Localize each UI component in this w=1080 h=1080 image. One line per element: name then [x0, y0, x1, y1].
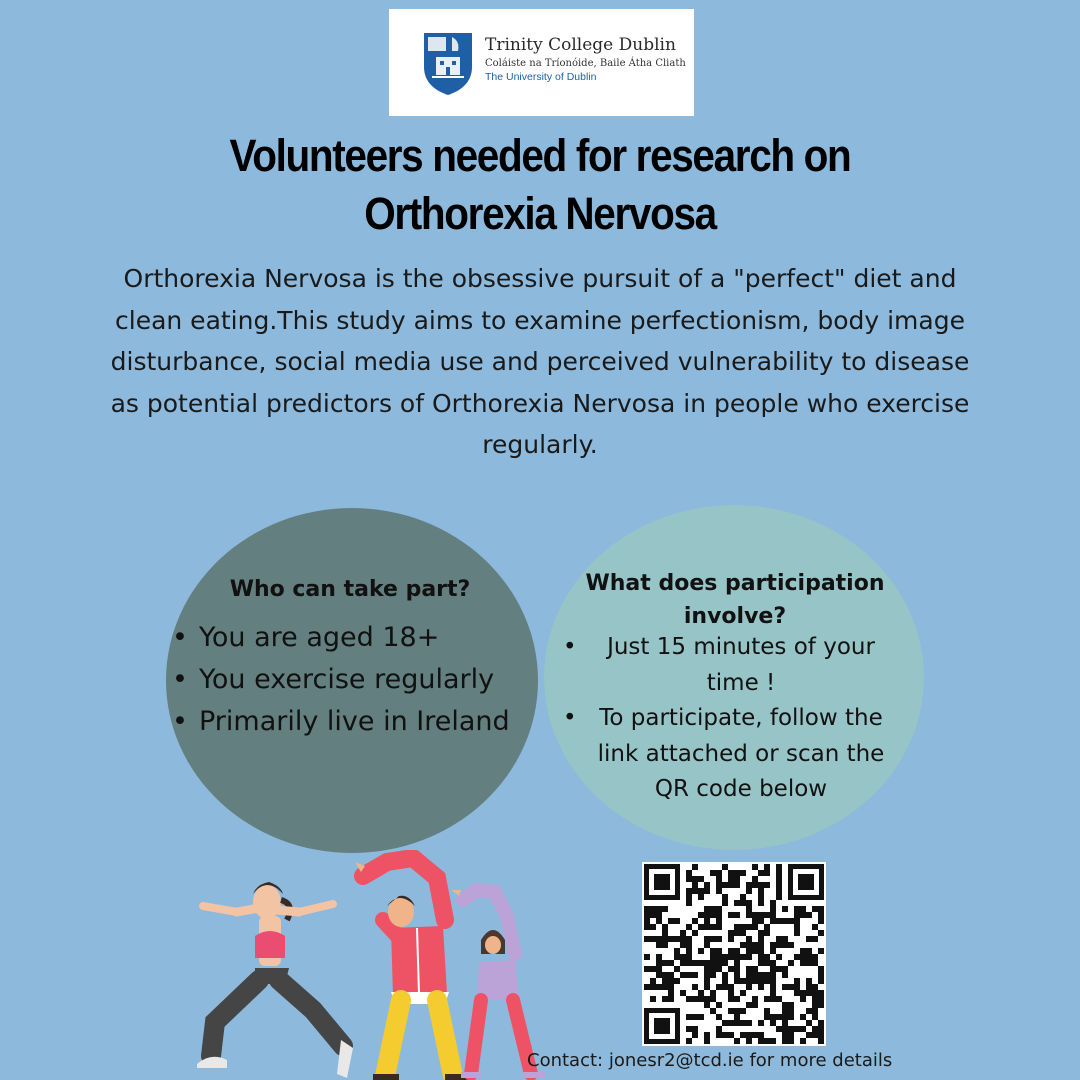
title-line-2: Orthorexia Nervosa [364, 188, 716, 239]
who-heading: Who can take part? [229, 577, 471, 602]
lunging-woman-figure [197, 882, 353, 1078]
what-list [563, 630, 893, 808]
who-item: • You are aged 18+ [172, 617, 510, 659]
who-list [172, 617, 510, 743]
qr-finder-bottom-left-icon [644, 1008, 680, 1044]
qr-finder-top-right-icon [788, 864, 824, 900]
tcd-crest-icon [422, 31, 474, 97]
what-heading: What does participation involve? [585, 571, 885, 629]
qr-code[interactable] [642, 862, 826, 1046]
tcd-logo [389, 9, 694, 116]
contact-text: Contact: jonesr2@tcd.ie for more details [527, 1050, 893, 1071]
logo-irish-name: Coláiste na Tríonóide, Baile Átha Cliath [485, 58, 686, 69]
what-item: • Just 15 minutes of your time ! [563, 630, 893, 701]
what-item: • To participate, follow the link attached or scan the QR code below [563, 701, 893, 808]
who-item: • Primarily live in Ireland [172, 701, 510, 743]
intro-paragraph: Orthorexia Nervosa is the obsessive pursuit of a "perfect" diet and clean eating.This study aims to examine perfectionism, body image disturbance, social media use and perceived vulnerability to disease as potential predictors of Orthorexia Nervosa in people who exercise regularly. [110, 264, 970, 459]
title-line-1: Volunteers needed for research on [229, 130, 851, 181]
logo-subtitle: The University of Dublin [485, 71, 597, 83]
qr-finder-top-left-icon [644, 864, 680, 900]
exercise-illustration [175, 850, 575, 1080]
page-title [162, 127, 918, 243]
who-item: • You exercise regularly [172, 659, 510, 701]
logo-name: Trinity College Dublin [485, 35, 676, 55]
